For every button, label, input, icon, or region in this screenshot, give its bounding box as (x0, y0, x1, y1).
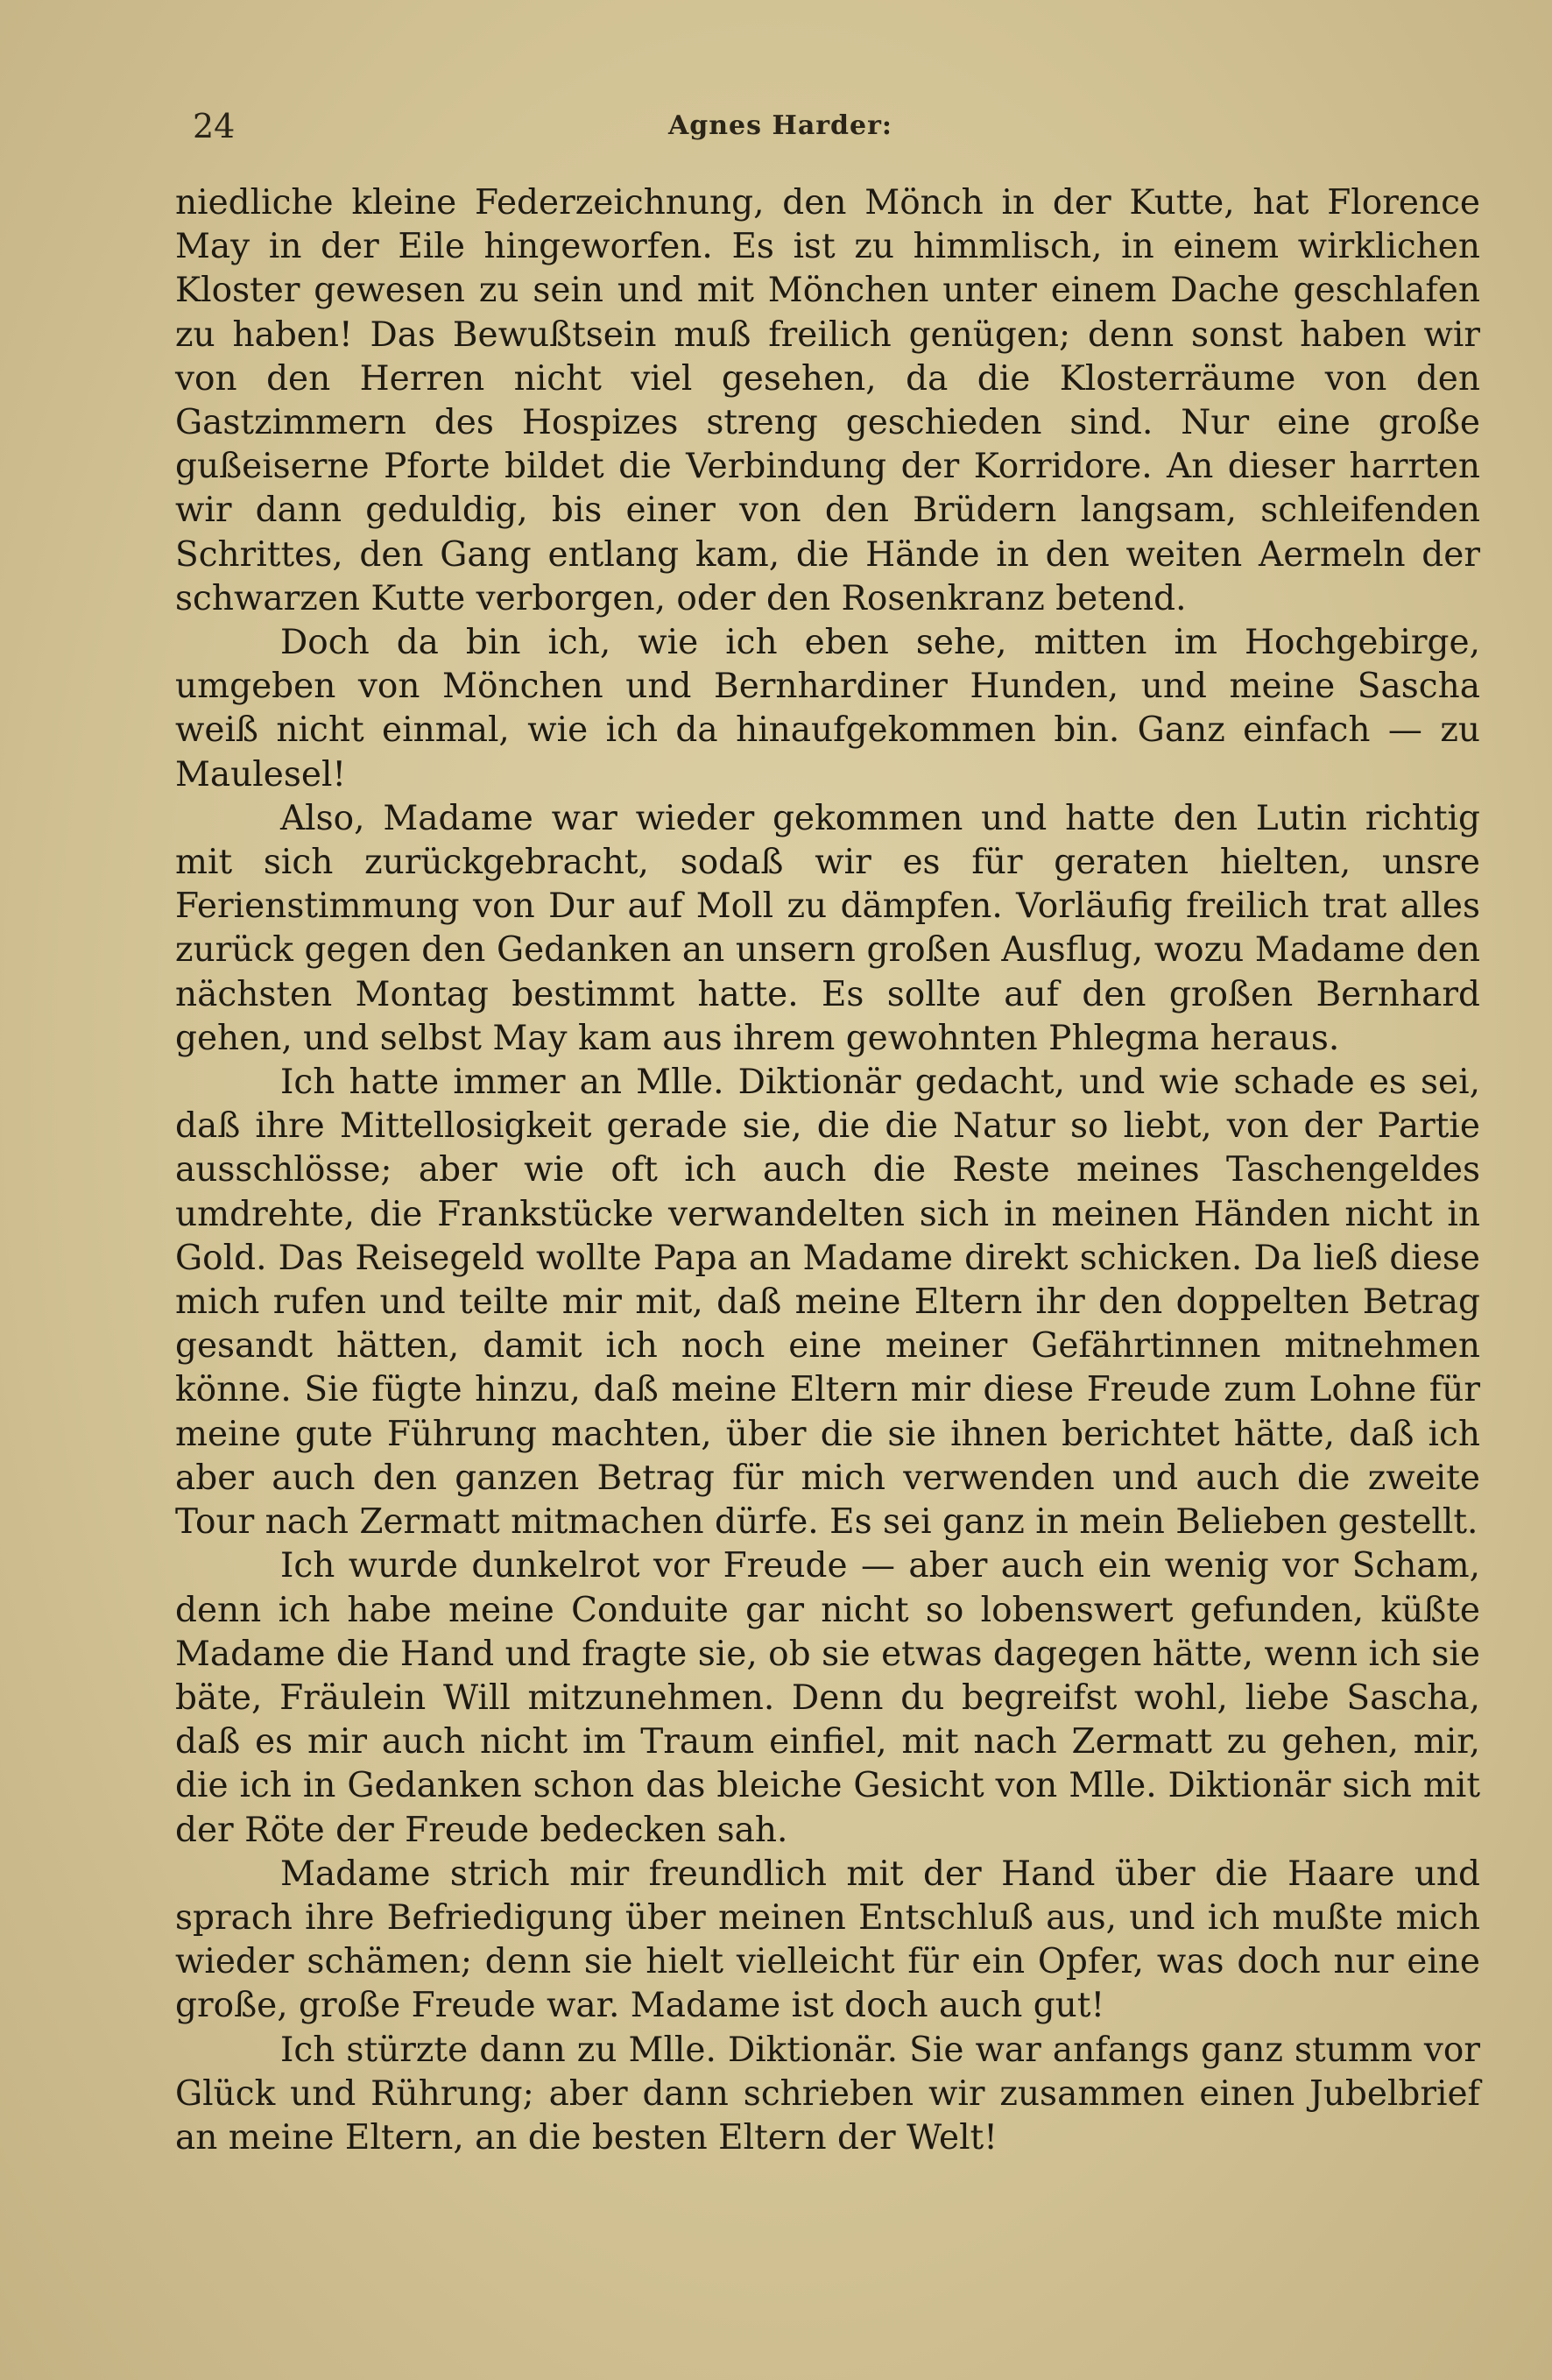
body-text (175, 181, 1480, 2160)
paragraph: Ich wurde dunkelrot vor Freude — aber auch ein wenig vor Scham, denn ich habe meine Conduite gar nicht so lobenswert gefunden, küßte Madame die Hand und fragte sie, ob sie etwas dagegen hätte, wenn ich sie bäte, Fräulein Will mitzunehmen. Denn du begreifst wohl, liebe Sascha, daß es mir auch nicht im Traum einfiel, mit nach Zermatt zu gehen, mir, die ich in Gedanken schon das bleiche Gesicht von Mlle. Diktionär sich mit der Röte der Freude bedecken sah. (175, 1546, 1480, 1850)
paragraph: Ich hatte immer an Mlle. Diktionär gedacht, und wie schade es sei, daß ihre Mittellosigkeit gerade sie, die die Natur so liebt, von der Partie ausschlösse; aber wie oft ich auch die Reste meines Taschengeldes umdrehte, die Frankstücke verwandelten sich in meinen Händen nicht in Gold. Das Reisegeld wollte Papa an Madame direkt schicken. Da ließ diese mich rufen und teilte mir mit, daß meine Eltern ihr den doppelten Betrag gesandt hätten, damit ich noch eine meiner Gefährtinnen mitnehmen könne. Sie fügte hinzu, daß meine Eltern mir diese Freude zum Lohne für meine gute Führung machten, über die sie ihnen berichtet hätte, daß ich aber auch den ganzen Betrag für mich verwenden und auch die zweite Tour nach Zermatt mitmachen dürfe. Es sei ganz in mein Belieben gestellt. (175, 1063, 1480, 1543)
paragraph: Madame strich mir freundlich mit der Hand über die Haare und sprach ihre Befriedigung über meinen Entschluß aus, und ich mußte mich wieder schämen; denn sie hielt vielleicht für ein Opfer, was doch nur eine große, große Freude war. Madame ist doch auch gut! (175, 1854, 1480, 2026)
paragraph: Doch da bin ich, wie ich eben sehe, mitten im Hochgebirge, umgeben von Mönchen und Bernhardiner Hunden, und meine Sascha weiß nicht einmal, wie ich da hinaufgekommen bin. Ganz einfach — zu Maulesel! (175, 623, 1480, 795)
paragraph: Ich stürzte dann zu Mlle. Diktionär. Sie war anfangs ganz stumm vor Glück und Rührung; aber dann schrieben wir zusammen einen Jubelbrief an meine Eltern, an die besten Eltern der Welt! (175, 2030, 1480, 2158)
paragraph: Also, Madame war wieder gekommen und hatte den Lutin richtig mit sich zurückgebracht, sodaß wir es für geraten hielten, unsre Ferienstimmung von Dur auf Moll zu dämpfen. Vorläufig freilich trat alles zurück gegen den Gedanken an unsern großen Ausflug, wozu Madame den nächsten Montag bestimmt hatte. Es sollte auf den großen Bernhard gehen, und selbst May kam aus ihrem gewohnten Phlegma heraus. (175, 798, 1480, 1058)
page-number: 24 (193, 107, 236, 145)
page-header (175, 107, 1386, 151)
paragraph: niedliche kleine Federzeichnung, den Mönch in der Kutte, hat Florence May in der Eile hingeworfen. Es ist zu himmlisch, in einem wirklichen Kloster gewesen zu sein und mit Mönchen unter einem Dache geschlafen zu haben! Das Bewußtsein muß freilich genügen; denn sonst haben wir von den Herren nicht viel gesehen, da die Klosterräume von den Gastzimmern des Hospizes streng geschieden sind. Nur eine große gußeiserne Pforte bildet die Verbindung der Korridore. An dieser harrten wir dann geduldig, bis einer von den Brüdern langsam, schleifenden Schrittes, den Gang entlang kam, die Hände in den weiten Aermeln der schwarzen Kutte verborgen, oder den Rosenkranz betend. (175, 183, 1480, 618)
running-head: Agnes Harder: (667, 110, 893, 141)
